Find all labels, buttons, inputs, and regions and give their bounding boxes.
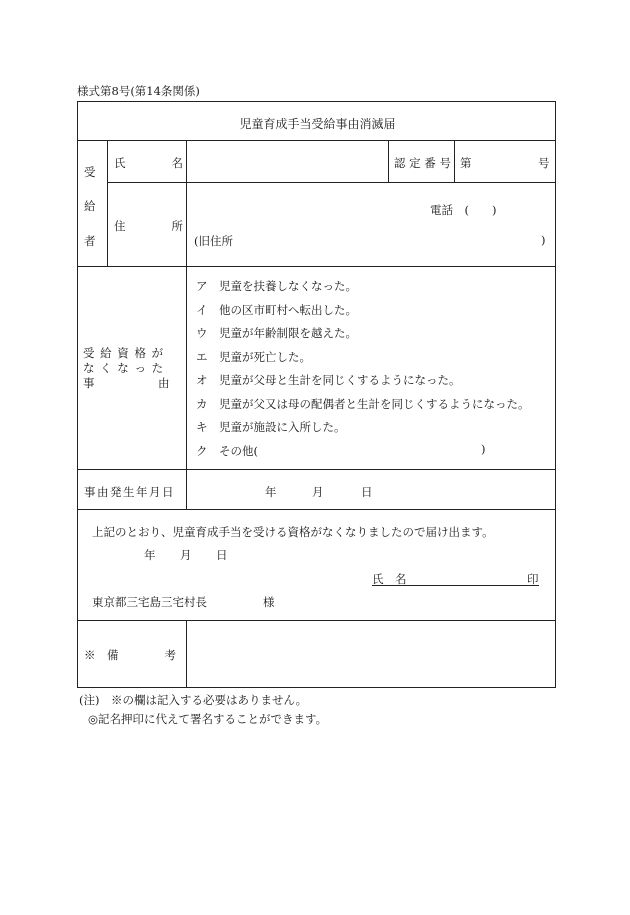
cert-number-field[interactable]: [476, 142, 532, 181]
reason-label-line-3: 事 由: [83, 376, 171, 390]
recipient-side-label-1: 受: [84, 165, 96, 179]
recipient-side-label-2: 給: [84, 199, 96, 213]
reason-option-e[interactable]: エ 児童が死亡した。: [196, 349, 311, 364]
reason-option-o[interactable]: オ 児童が父母と生計を同じくするようになった。: [196, 373, 461, 387]
line-cert-right: [454, 140, 455, 182]
note-signature: ◎記名押印に代えて署名することができます。: [88, 712, 328, 726]
address-label: 住 所: [114, 219, 183, 233]
event-date-year: 年: [265, 485, 277, 499]
line-below-recipient: [78, 266, 555, 267]
reason-label-line-1: 受 給 資 格 が: [83, 346, 165, 360]
addressee: 東京都三宅島三宅村長: [92, 595, 207, 609]
reason-other-field[interactable]: [268, 438, 478, 456]
declaration-month: 月: [180, 548, 192, 562]
line-remarks-column: [186, 620, 187, 688]
line-recipient-side: [107, 140, 108, 266]
name-label: 氏 名: [114, 156, 183, 170]
line-label-column: [186, 140, 187, 469]
reason-label-line-2: な く な っ た: [83, 361, 165, 375]
old-address-field[interactable]: [238, 228, 538, 250]
recipient-side-label-3: 者: [84, 234, 96, 248]
line-cert-left: [388, 140, 389, 182]
old-address-close: ): [541, 233, 546, 247]
event-date-day: 日: [361, 485, 373, 499]
reason-option-ki[interactable]: キ 児童が施設に入所した。: [196, 420, 346, 434]
declaration-year: 年: [144, 548, 156, 562]
reason-option-ku[interactable]: ク その他(: [196, 443, 258, 458]
form-number: 様式第8号(第14条関係): [77, 84, 200, 98]
reason-option-u[interactable]: ウ 児童が年齢制限を越えた。: [196, 326, 357, 340]
addressee-honorific: 様: [263, 595, 275, 609]
event-date-month: 月: [312, 485, 324, 499]
line-below-name: [107, 182, 555, 183]
reason-other-close: ): [481, 442, 486, 456]
seal-mark: 印: [527, 572, 539, 586]
line-below-title: [78, 140, 555, 141]
line-below-date: [78, 509, 555, 510]
event-date-label: 事由発生年月日: [84, 485, 175, 499]
cert-number-prefix: 第: [460, 156, 472, 170]
reason-option-a[interactable]: ア 児童を扶養しなくなった。: [196, 279, 357, 293]
form-frame: [77, 101, 556, 688]
declaration-day: 日: [216, 548, 228, 562]
address-field[interactable]: [188, 184, 438, 224]
reason-option-i[interactable]: イ 他の区市町村へ転出した。: [196, 302, 357, 317]
line-below-declaration: [78, 620, 555, 621]
cert-number-suffix: 号: [538, 156, 550, 170]
declaration-text: 上記のとおり、児童育成手当を受ける資格がなくなりましたので届け出ます。: [92, 525, 494, 539]
line-below-reason: [78, 469, 555, 470]
cert-number-label: 認 定 番 号: [394, 156, 451, 170]
old-address-label: (旧住所: [194, 234, 233, 248]
remarks-field[interactable]: [188, 622, 553, 686]
name-field[interactable]: [188, 142, 387, 181]
form-title: 児童育成手当受給事由消滅届: [239, 117, 396, 131]
note-office-use: (注) ※の欄は記入する必要はありません。: [79, 693, 308, 707]
reason-option-ka[interactable]: カ 児童が父又は母の配偶者と生計を同じくするようになった。: [196, 396, 530, 411]
applicant-name-label: 氏 名: [372, 572, 407, 586]
remarks-label: ※ 備 考: [84, 648, 176, 662]
phone-label: 電話 ( ): [430, 203, 497, 217]
line-date-column: [186, 469, 187, 509]
